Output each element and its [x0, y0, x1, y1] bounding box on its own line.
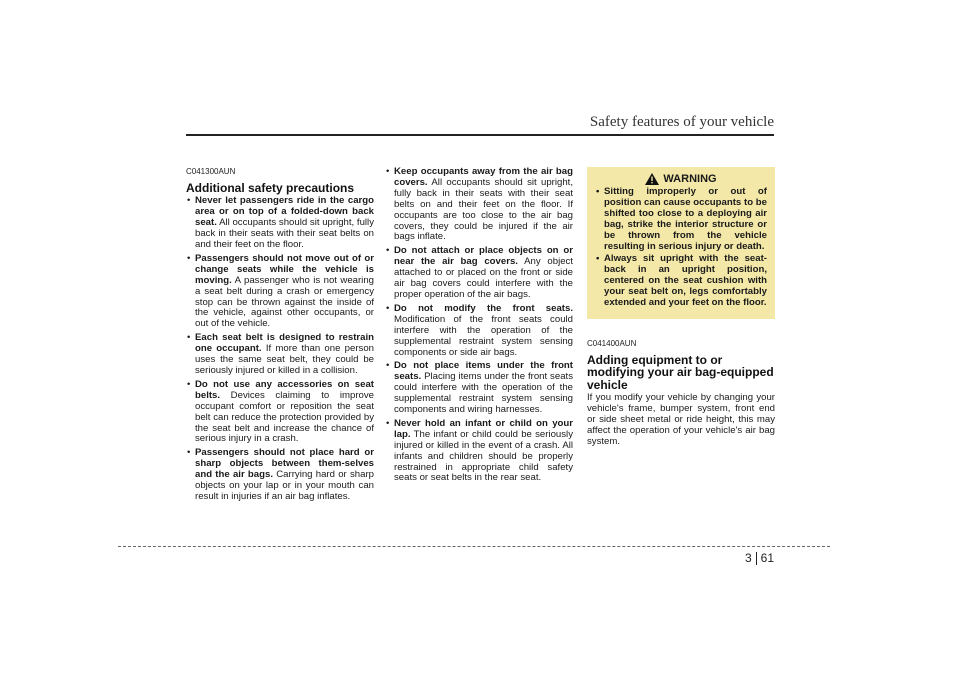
column-3	[587, 167, 775, 448]
precautions-list-continued	[385, 167, 573, 484]
list-item: • Never let passengers ride in the cargo area or on top of a folded-down back seat. All occupants should sit upright, fully back in their seats with their seat belts on and their feet on the floor.	[186, 196, 374, 251]
warning-title: WARNING	[663, 172, 717, 185]
column-2	[385, 167, 573, 487]
list-item: • Do not attach or place objects on or near the air bag covers. Any object attached to or placed on the front or side air bag covers could interfere with the proper operation of the air bags.	[385, 246, 573, 301]
precautions-list	[186, 196, 374, 502]
section-title: Additional safety precautions	[186, 180, 355, 195]
list-item: • Each seat belt is designed to restrain one occupant. If more than one person uses the same seat belt, they could be seriously injured or killed in a collision.	[186, 333, 374, 377]
chapter-number: 3	[744, 551, 752, 565]
section-code: C041400AUN	[587, 338, 637, 348]
list-item: • Keep occupants away from the air bag covers. All occupants should sit upright, fully back in their seats with their seat belts on and their feet on the floor. If occupants are too close to the air bag covers, they could be injured if the air bags inflate.	[385, 167, 573, 243]
header-rule	[186, 134, 774, 136]
section-code: C041300AUN	[186, 167, 236, 176]
section-body: If you modify your vehicle by changing your vehicle's frame, bumper system, front end or side sheet metal or ride height, this may affect the operation of your vehicle's air bag system.	[587, 392, 775, 447]
header-title: Safety features of your vehicle	[589, 114, 774, 130]
warning-list	[595, 187, 767, 309]
list-item: • Sitting improperly or out of position can cause occupants to be shifted too close to a deploying air bag, strike the interior structure or be thrown from the vehicle resulting in serious injury or death.	[595, 187, 767, 252]
list-item: • Do not use any accessories on seat belts. Devices claiming to improve occupant comfort or reposition the seat belt can reduce the protection provided by the seat belt and increase the chance of serious injury in a crash.	[186, 380, 374, 445]
page-number	[745, 551, 774, 565]
footer-rule	[118, 546, 830, 547]
list-item: • Never hold an infant or child on your lap. The infant or child could be seriously injured or killed in the event of a crash. All infants and children should be properly restrained in appropriate child safety seats or seat belts in the rear seat.	[385, 419, 573, 484]
warning-box	[587, 167, 775, 319]
warning-triangle-icon	[645, 173, 659, 185]
section-title: Adding equipment to or modifying your air bag-equipped vehicle	[587, 352, 774, 392]
warning-header	[595, 173, 767, 185]
list-item: • Passengers should not place hard or sharp objects between them-selves and the air bags. Carrying hard or sharp objects on your lap or in your mouth can result in injuries if an air bag inflates.	[186, 448, 374, 503]
list-item: • Do not modify the front seats. Modification of the front seats could interfere with the operation of the supplemental restraint system sensing components or side air bags.	[385, 304, 573, 359]
list-item: • Passengers should not move out of or change seats while the vehicle is moving. A passenger who is not wearing a seat belt during a crash or emergency stop can be thrown against the inside of the vehicle, against other occupants, or out of the vehicle.	[186, 254, 374, 330]
page-number-divider	[756, 552, 757, 565]
list-item: • Always sit upright with the seat-back in an upright position, centered on the seat cushion with your seat belt on, legs comfortably extended and your feet on the floor.	[595, 254, 767, 309]
list-item: • Do not place items under the front seats. Placing items under the front seats could interfere with the operation of the supplemental restraint system sensing components and wiring harnesses.	[385, 361, 573, 416]
page-number-value: 61	[760, 551, 774, 565]
column-1	[186, 167, 374, 506]
